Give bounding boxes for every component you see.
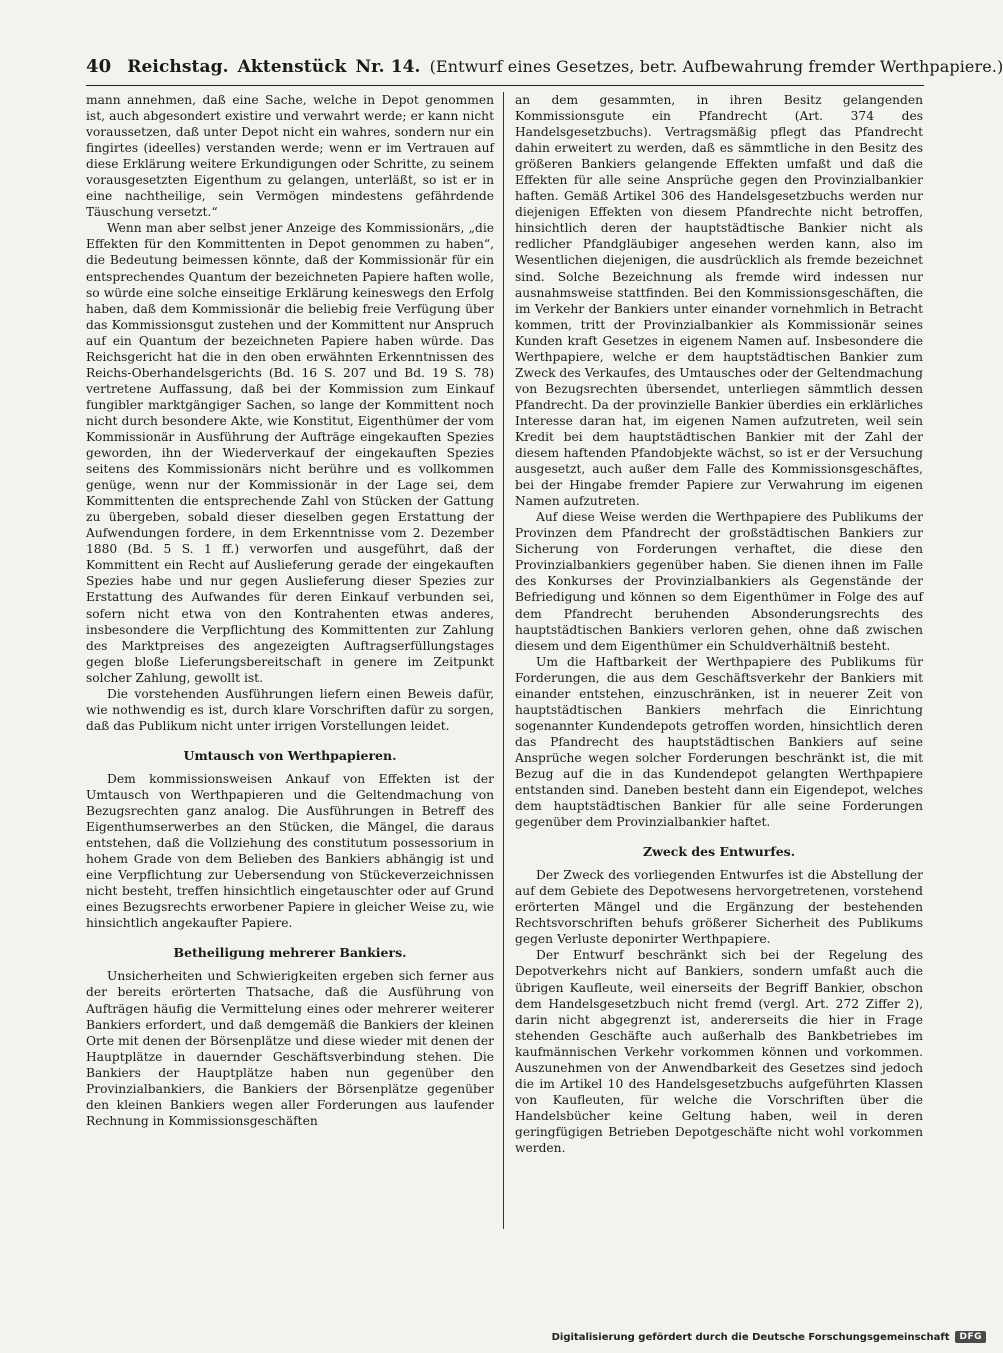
section-heading: Betheiligung mehrerer Bankiers. [173,945,407,961]
paragraph: Wenn man aber selbst jener Anzeige des Kommissionärs, „die Effekten für den Kommittenten in Depot genommen zu haben“, die Bedeutung beimessen könnte, daß der Kommissionär für ein entsprechendes Quantum der bezeichneten Papiere haften wolle, so würde eine solche einseitige Erklärung keineswegs den Erfolg haben, daß dem Kommissionär die beliebig freie Verfügung über das Kommissionsgut zustehen und der Kommittent nur Anspruch auf ein Quantum der bezeichneten Papiere haben würde. Das Reichsgericht hat die in den oben erwähnten Erkenntnissen des Reichs-Oberhandelsgerichts (Bd. 16 S. 207 und Bd. 19 S. 78) vertretene Auffassung, daß bei der Kommission zum Einkauf fungibler marktgängiger Sachen, so lange der Kommittent noch nicht durch besondere Akte, wie Konstitut, Eigenthümer der vom Kommissionär in Ausführung der Aufträge eingekauften Spezies geworden, ihn der Wiederverkauf der eingekauften Spezies seitens des Kommissionärs nicht berühre und es vollkommen genüge, wenn nur der Kommissionär in der Lage sei, dem Kommittenten die entsprechende Zahl von Stücken der Gattung zu übergeben, sobald dieser dieselben gegen Erstattung der Aufwendungen fordere, in dem Erkenntnisse vom 2. Dezember 1880 (Bd. 5 S. 1 ff.) verworfen und ausgeführt, daß der Kommittent ein Recht auf Auslieferung gerade der eingekauften Spezies habe und nur gegen Auslieferung dieser Spezies zur Erstattung des Aufwandes für deren Einkauf verbunden sei, sofern nicht etwa von den Kontrahenten etwas anderes, insbesondere die Verpflichtung des Kommittenten zur Zahlung des Marktpreises des angezeigten Auftragserfüllungstages gegen bloße Lieferungsbereitschaft in genere im Zeitpunkt solcher Zahlung, gewollt ist. [86,221,494,685]
paragraph: Unsicherheiten und Schwierigkeiten ergeben sich ferner aus der bereits erörterten Thatsache, daß die Ausführung von Aufträgen häufig die Vermittelung eines oder mehrerer weiterer Bankiers erfordert, und daß demgemäß die Bankiers der kleinen Orte mit denen der Börsenplätze und diese wieder mit denen der Hauptplätze in dauernder Geschäftsverbindung stehen. Die Bankiers der Hauptplätze haben nun gegenüber den Provinzialbankiers, die Bankiers der Börsenplätze gegenüber den kleinen Bankiers wegen aller Forderungen aus laufender Rechnung in Kommissionsgeschäften [86,969,494,1128]
dfg-logo: DFG [955,1331,986,1343]
paragraph: an dem gesammten, in ihren Besitz gelangenden Kommissionsgute ein Pfandrecht (Art. 374 des Handelsgesetzbuchs). Vertragsmäßig pflegt das Pfandrecht dahin erweitert zu werden, daß es sämmtliche in den Besitz des größeren Bankiers gelangende Effekten umfaßt und daß die Effekten für alle seine Ansprüche gegen den Provinzialbankier haften. Gemäß Artikel 306 des Handelsgesetzbuchs werden nur diejenigen Effekten von diesem Pfandrechte nicht betroffen, hinsichtlich deren der hauptstädtische Bankier nicht als redlicher Pfandgläubiger angesehen werden kann, also im Wesentlichen diejenigen, die ausdrücklich als fremde bezeichnet sind. Solche Bezeichnung als fremde wird indessen nur ausnahmsweise stattfinden. Bei den Kommissionsgeschäften, die im Verkehr der Bankiers unter einander vornehmlich in Betracht kommen, tritt der Provinzialbankier als Kommissionär seines Kunden kraft Gesetzes in eigenem Namen auf. Insbesondere die Werthpapiere, welche er dem hauptstädtischen Bankier zum Zweck des Verkaufes, des Umtausches oder der Geltendmachung von Bezugsrechten übersendet, unterliegen sämmtlich dessen Pfandrecht. Da der provinzielle Bankier überdies ein erklärliches Interesse daran hat, im eigenen Namen aufzutreten, weil sein Kredit bei dem hauptstädtischen Bankier mit der Zahl der diesem haftenden Pfandobjekte wächst, so ist er der Versuchung ausgesetzt, auch außer dem Falle des Kommissionsgeschäftes, bei der Hingabe fremder Papiere zur Verwahrung im eigenen Namen aufzutreten. [515,93,923,509]
paragraph: Der Entwurf beschränkt sich bei der Regelung des Depotverkehrs nicht auf Bankiers, sondern umfaßt auch die übrigen Kaufleute, weil einerseits der Begriff Bankier, obschon dem Handelsgesetzbuch nicht fremd (vergl. Art. 272 Ziffer 2), darin nicht abgegrenzt ist, andererseits die hier in Frage stehenden Geschäfte auch außerhalb des Bankbetriebes im kaufmännischen Verkehr vorkommen können und vorkommen. Auszunehmen von der Anwendbarkeit des Gesetzes sind jedoch die im Artikel 10 des Handelsgesetzbuchs aufgeführten Klassen von Kaufleuten, für welche die Vorschriften über die Handelsbücher keine Geltung haben, weil in deren geringfügigen Betrieben Depotgeschäfte nicht wohl vorkommen werden. [515,948,923,1155]
column-divider [503,92,504,1229]
section-heading: Zweck des Entwurfes. [642,844,796,860]
text-columns [86,92,924,1257]
digitization-credit [552,1331,986,1343]
paragraph: mann annehmen, daß eine Sache, welche in Depot genommen ist, auch abgesondert existire und verwahrt werde; er kann nicht voraussetzen, daß unter Depot nicht ein wahres, sondern nur ein fingirtes (ideelles) verstanden werde; wenn er im Vertrauen auf diese Erklärung weitere Erkundigungen oder Schritte, zu seinem vorausgesetzten Eigenthum zu gelangen, unterläßt, so ist er in eine nachtheilige, sein Vermögen mindestens gefährdende Täuschung versetzt.“ [86,93,494,220]
page-header [86,56,1003,86]
page-number: 40 [86,56,112,77]
header-subtitle: (Entwurf eines Gesetzes, betr. Aufbewahrung fremder Werthpapiere.) [429,57,1003,76]
paragraph: Um die Haftbarkeit der Werthpapiere des Publikums für Forderungen, die aus dem Geschäftsverkehr der Bankiers mit einander entstehen, einzuschränken, ist in neuerer Zeit von hauptstädtischen Bankiers mehrfach die Einrichtung sogenannter Kundendepots getroffen worden, hinsichtlich deren das Pfandrecht des hauptstädtischen Bankiers auf seine Ansprüche wegen solcher Forderungen beschränkt ist, die mit Bezug auf die in das Kundendepot gelangten Werthpapiere entstanden sind. Daneben besteht dann ein Eigendepot, welches dem hauptstädtischen Bankier für alle seine Forderungen gegenüber dem Provinzialbankier haftet. [515,654,923,830]
paragraph: Dem kommissionsweisen Ankauf von Effekten ist der Umtausch von Werthpapieren und die Geltendmachung von Bezugsrechten ganz analog. Die Ausführungen in Betreff des Eigenthumserwerbes an den Stücken, die Mängel, die daraus entstehen, daß die Vollziehung des constitutum possessorium in hohem Grade von dem Belieben des Bankiers abhängig ist und eine Verpflichtung zur Uebersendung von Stückeverzeichnissen nicht besteht, treffen hinsichtlich eingetauschter oder auf Grund eines Bezugsrechts erworbener Papiere in gleicher Weise zu, wie hinsichtlich angekaufter Papiere. [86,771,494,931]
right-column [504,92,923,1257]
document-page [86,56,1003,1286]
credit-text: Digitalisierung gefördert durch die Deutsche Forschungsgemeinschaft [551,1331,950,1343]
paragraph: Der Zweck des vorliegenden Entwurfes ist die Abstellung der auf dem Gebiete des Depotwesens hervorgetretenen, vorstehend erörterten Mängel und die Ergänzung der bestehenden Rechtsvorschriften behufs größerer Sicherheit des Publikums gegen Verluste deponirter Werthpapiere. [515,868,923,947]
paragraph: Die vorstehenden Ausführungen liefern einen Beweis dafür, wie nothwendig es ist, durch klare Vorschriften dafür zu sorgen, daß das Publikum nicht unter irrigen Vorstellungen leidet. [86,686,494,733]
header-doc: Aktenstück [237,57,347,77]
header-number: Nr. 14. [355,57,421,77]
paragraph: Auf diese Weise werden die Werthpapiere des Publikums der Provinzen dem Pfandrecht der großstädtischen Bankiers zur Sicherung von Forderungen verhaftet, die diese den Provinzialbankiers gegenüber haben. Sie dienen ihnen im Falle des Konkurses der Provinzialbankiers als Gegenstände der Befriedigung und können so dem Eigenthümer in Folge des auf dem Pfandrecht beruhenden Absonderungsrechts des hauptstädtischen Bankiers verloren gehen, ohne daß zwischen diesem und dem Eigenthümer ein Schuldverhältniß besteht. [515,510,923,653]
left-column [86,92,504,1257]
section-heading: Umtausch von Werthpapieren. [183,747,397,763]
header-source: Reichstag. [127,57,229,77]
